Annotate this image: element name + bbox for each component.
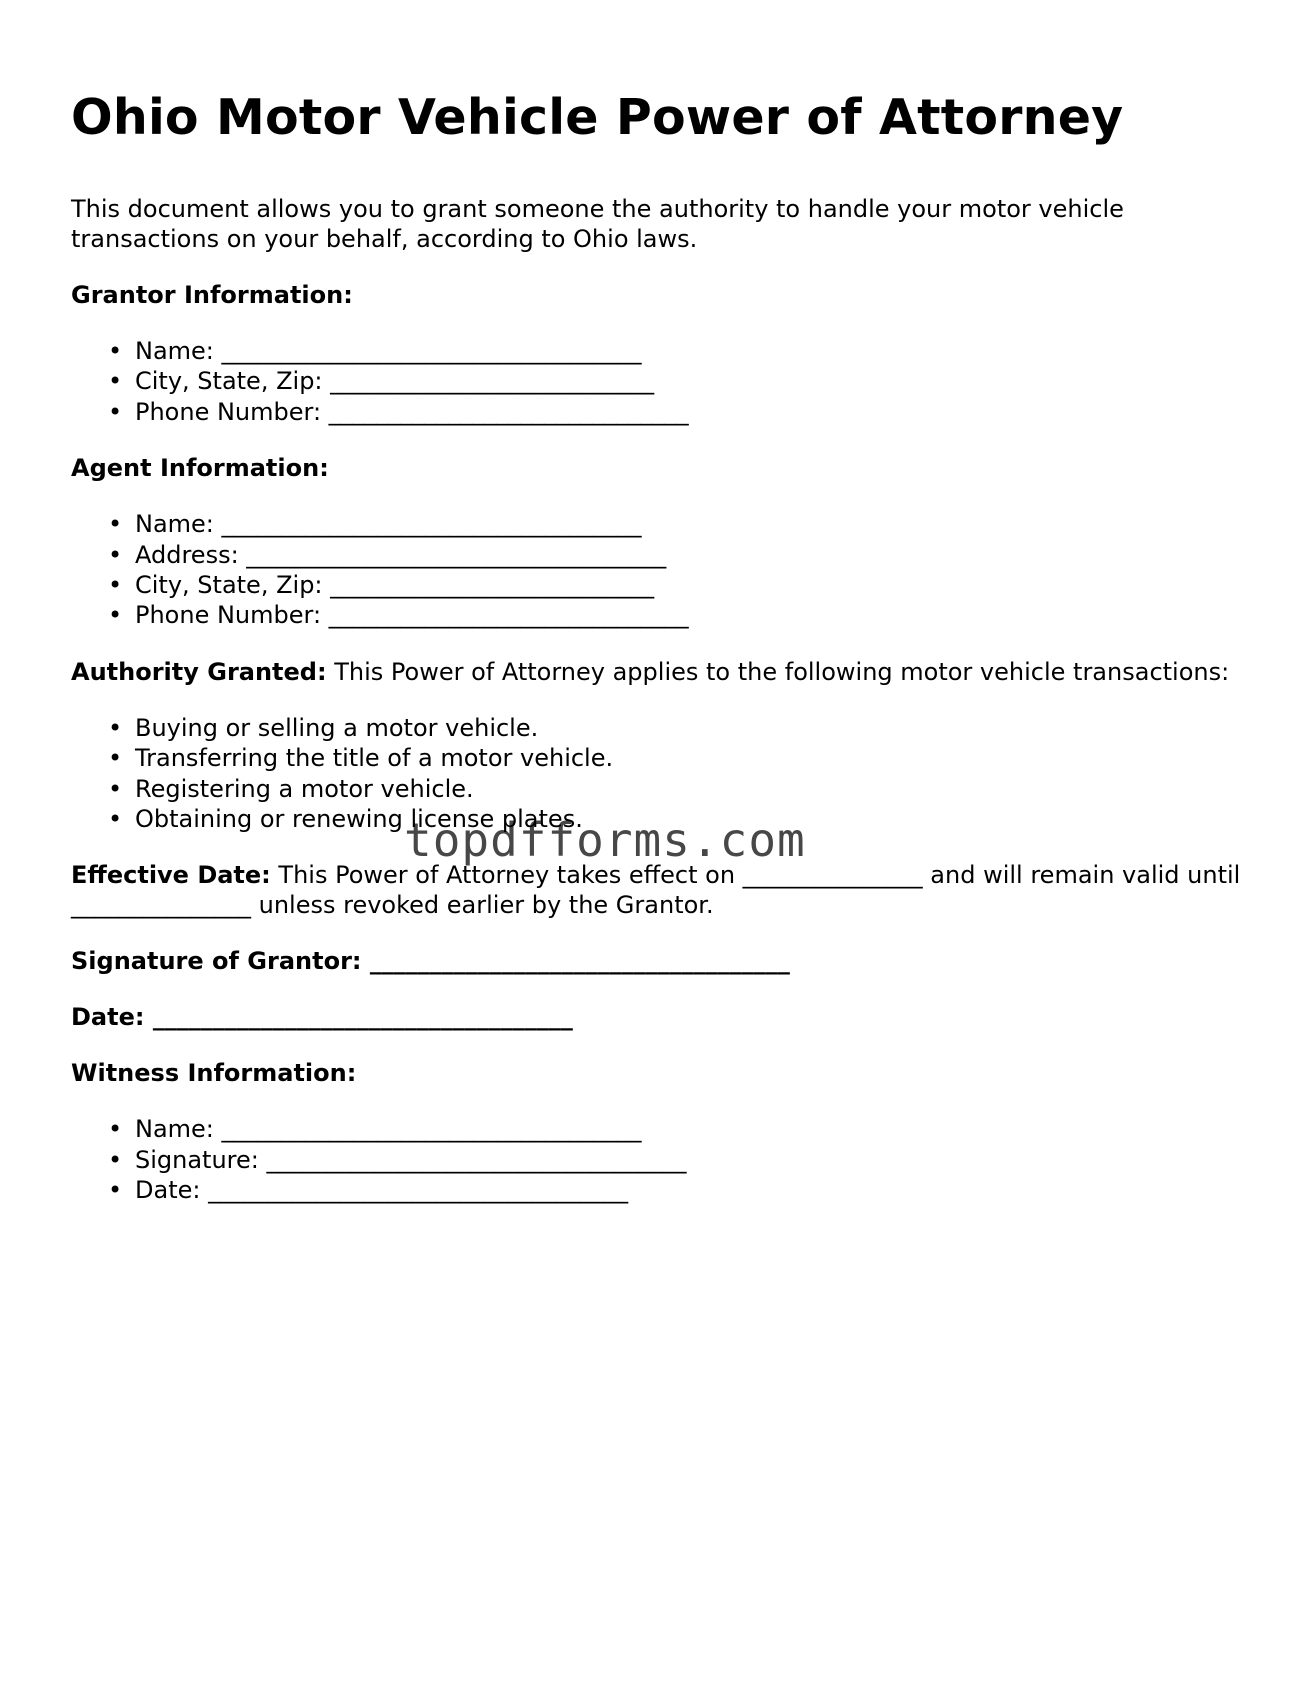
grantor-phone-field: Phone Number: ______________________________ (135, 397, 689, 426)
grantor-city-field: City, State, Zip: ___________________________ (135, 367, 655, 396)
effective-date-paragraph (71, 860, 1241, 920)
list-item: • Buying or selling a motor vehicle. (108, 713, 539, 742)
list-item: • City, State, Zip: ___________________________ (108, 571, 655, 600)
agent-city-field: City, State, Zip: ___________________________ (135, 571, 655, 600)
list-item: • Name: ___________________________________ (108, 337, 642, 365)
agent-address-field: Address: ___________________________________ (135, 540, 667, 569)
authority-list (71, 713, 1241, 835)
list-item: • Name: ___________________________________ (108, 510, 642, 539)
agent-phone-field: Phone Number: ______________________________ (135, 601, 689, 630)
list-item: • Signature: ___________________________________ (108, 1145, 687, 1174)
list-item: • Address: ___________________________________ (108, 540, 667, 569)
grantor-heading: Grantor Information: (71, 281, 353, 309)
list-item: • City, State, Zip: ___________________________ (108, 367, 655, 396)
witness-signature-field: Signature: ___________________________________ (135, 1145, 687, 1174)
agent-name-field: Name: ___________________________________ (135, 510, 642, 539)
authority-paragraph (71, 657, 1241, 687)
document-page (71, 86, 1241, 1232)
agent-list (71, 509, 1241, 631)
effective-date-text: This Power of Attorney takes effect on _______________ and will remain valid until _______________ unless revoked earlier by the Grantor. (71, 861, 1241, 920)
list-item: • Name: ___________________________________ (108, 1115, 642, 1144)
list-item: • Registering a motor vehicle. (108, 774, 474, 803)
document-title: Ohio Motor Vehicle Power of Attorney (71, 89, 1124, 146)
date-label: Date: (71, 1003, 145, 1032)
list-item: • Obtaining or renewing license plates. (108, 805, 583, 834)
list-item: • Phone Number: ______________________________ (108, 397, 689, 426)
grantor-signature-line (71, 946, 1241, 976)
agent-heading: Agent Information: (71, 454, 329, 483)
intro-paragraph: This document allows you to grant someone the authority to handle your motor vehicle transactions on your behalf, according to Ohio laws. (71, 195, 1124, 253)
authority-heading: Authority Granted: (71, 657, 327, 686)
date-blank: ___________________________________ (144, 1003, 573, 1032)
grantor-list (71, 336, 1241, 427)
grantor-signature-label: Signature of Grantor: (71, 947, 362, 976)
witness-date-field: Date: ___________________________________ (135, 1176, 629, 1205)
watermark: topdfforms.com (404, 813, 806, 867)
witness-name-field: Name: ___________________________________ (135, 1115, 642, 1144)
list-item: • Date: ___________________________________ (108, 1176, 629, 1205)
grantor-signature-blank: ___________________________________ (361, 947, 790, 976)
effective-date-heading: Effective Date: (71, 861, 271, 890)
list-item: • Phone Number: ______________________________ (108, 601, 689, 630)
list-item: • Transferring the title of a motor vehicle. (108, 744, 614, 773)
authority-text: This Power of Attorney applies to the following motor vehicle transactions: (326, 657, 1230, 686)
witness-heading: Witness Information: (71, 1059, 357, 1088)
grantor-name-field: Name: ___________________________________ (135, 337, 642, 365)
witness-list (71, 1114, 1241, 1205)
date-line (71, 1002, 1241, 1032)
